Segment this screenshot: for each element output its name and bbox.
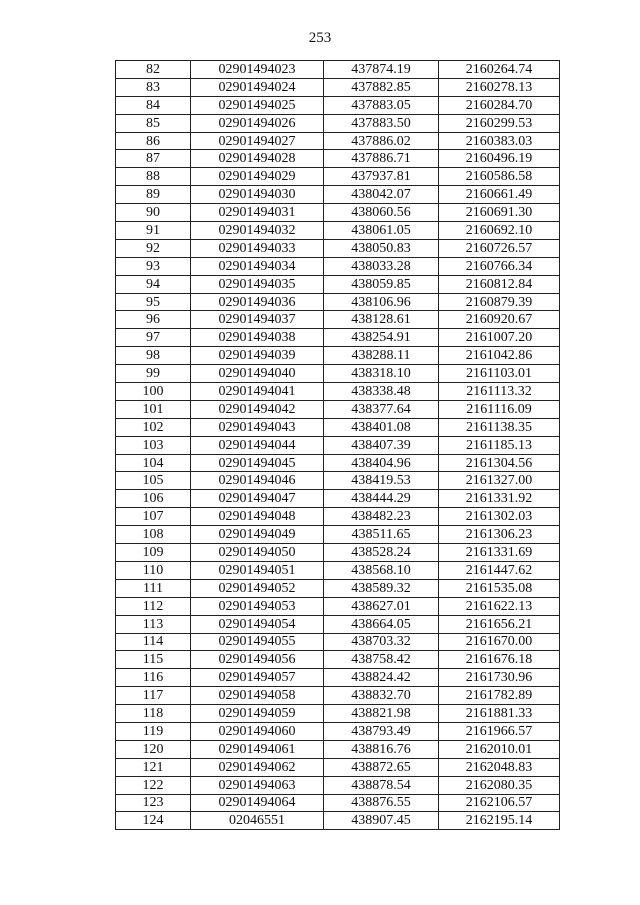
y-coordinate-cell: 2162195.14 <box>439 812 560 830</box>
point-number-cell: 120 <box>116 740 191 758</box>
y-coordinate-cell: 2161007.20 <box>439 329 560 347</box>
cadastral-code-cell: 02901494055 <box>191 633 324 651</box>
point-number-cell: 102 <box>116 418 191 436</box>
point-number-cell: 106 <box>116 490 191 508</box>
page-number: 253 <box>308 30 332 46</box>
x-coordinate-cell: 438907.45 <box>324 812 439 830</box>
x-coordinate-cell: 438419.53 <box>324 472 439 490</box>
y-coordinate-cell: 2162048.83 <box>439 758 560 776</box>
point-number-cell: 105 <box>116 472 191 490</box>
x-coordinate-cell: 438033.28 <box>324 257 439 275</box>
point-number-cell: 116 <box>116 669 191 687</box>
table-row <box>116 418 560 436</box>
y-coordinate-cell: 2161447.62 <box>439 561 560 579</box>
table-row <box>116 633 560 651</box>
y-coordinate-cell: 2160812.84 <box>439 275 560 293</box>
x-coordinate-cell: 438404.96 <box>324 454 439 472</box>
cadastral-code-cell: 02901494062 <box>191 758 324 776</box>
x-coordinate-cell: 438627.01 <box>324 597 439 615</box>
x-coordinate-cell: 438407.39 <box>324 436 439 454</box>
table-row <box>116 114 560 132</box>
table-row <box>116 669 560 687</box>
point-number-cell: 121 <box>116 758 191 776</box>
point-number-cell: 103 <box>116 436 191 454</box>
table-body <box>116 61 560 830</box>
table-row <box>116 365 560 383</box>
x-coordinate-cell: 437886.71 <box>324 150 439 168</box>
cadastral-code-cell: 02901494063 <box>191 776 324 794</box>
y-coordinate-cell: 2161676.18 <box>439 651 560 669</box>
cadastral-code-cell: 02901494056 <box>191 651 324 669</box>
cadastral-code-cell: 02901494034 <box>191 257 324 275</box>
y-coordinate-cell: 2161730.96 <box>439 669 560 687</box>
point-number-cell: 87 <box>116 150 191 168</box>
table-row <box>116 400 560 418</box>
cadastral-code-cell: 02901494033 <box>191 239 324 257</box>
y-coordinate-cell: 2160383.03 <box>439 132 560 150</box>
y-coordinate-cell: 2161327.00 <box>439 472 560 490</box>
x-coordinate-cell: 438128.61 <box>324 311 439 329</box>
point-number-cell: 83 <box>116 78 191 96</box>
y-coordinate-cell: 2161185.13 <box>439 436 560 454</box>
point-number-cell: 98 <box>116 347 191 365</box>
coordinates-table <box>115 60 560 830</box>
x-coordinate-cell: 438318.10 <box>324 365 439 383</box>
point-number-cell: 114 <box>116 633 191 651</box>
x-coordinate-cell: 438444.29 <box>324 490 439 508</box>
cadastral-code-cell: 02901494029 <box>191 168 324 186</box>
y-coordinate-cell: 2161116.09 <box>439 400 560 418</box>
table-row <box>116 776 560 794</box>
y-coordinate-cell: 2160879.39 <box>439 293 560 311</box>
cadastral-code-cell: 02901494027 <box>191 132 324 150</box>
table-row <box>116 436 560 454</box>
table-row <box>116 722 560 740</box>
table-row <box>116 150 560 168</box>
point-number-cell: 124 <box>116 812 191 830</box>
y-coordinate-cell: 2161138.35 <box>439 418 560 436</box>
y-coordinate-cell: 2162080.35 <box>439 776 560 794</box>
y-coordinate-cell: 2162106.57 <box>439 794 560 812</box>
cadastral-code-cell: 02901494049 <box>191 526 324 544</box>
point-number-cell: 95 <box>116 293 191 311</box>
point-number-cell: 99 <box>116 365 191 383</box>
table-row <box>116 526 560 544</box>
point-number-cell: 104 <box>116 454 191 472</box>
cadastral-code-cell: 02901494044 <box>191 436 324 454</box>
cadastral-code-cell: 02901494028 <box>191 150 324 168</box>
cadastral-code-cell: 02901494064 <box>191 794 324 812</box>
x-coordinate-cell: 438042.07 <box>324 186 439 204</box>
x-coordinate-cell: 438821.98 <box>324 705 439 723</box>
y-coordinate-cell: 2161966.57 <box>439 722 560 740</box>
x-coordinate-cell: 438106.96 <box>324 293 439 311</box>
point-number-cell: 96 <box>116 311 191 329</box>
cadastral-code-cell: 02046551 <box>191 812 324 830</box>
cadastral-code-cell: 02901494045 <box>191 454 324 472</box>
table-row <box>116 490 560 508</box>
table-row <box>116 740 560 758</box>
point-number-cell: 107 <box>116 508 191 526</box>
cadastral-code-cell: 02901494030 <box>191 186 324 204</box>
table-row <box>116 472 560 490</box>
table-row <box>116 61 560 79</box>
y-coordinate-cell: 2160284.70 <box>439 96 560 114</box>
x-coordinate-cell: 438254.91 <box>324 329 439 347</box>
x-coordinate-cell: 438816.76 <box>324 740 439 758</box>
y-coordinate-cell: 2161331.92 <box>439 490 560 508</box>
point-number-cell: 115 <box>116 651 191 669</box>
y-coordinate-cell: 2161782.89 <box>439 687 560 705</box>
x-coordinate-cell: 438059.85 <box>324 275 439 293</box>
point-number-cell: 90 <box>116 204 191 222</box>
table-row <box>116 293 560 311</box>
x-coordinate-cell: 437886.02 <box>324 132 439 150</box>
table-row <box>116 186 560 204</box>
y-coordinate-cell: 2161113.32 <box>439 383 560 401</box>
cadastral-code-cell: 02901494023 <box>191 61 324 79</box>
point-number-cell: 97 <box>116 329 191 347</box>
x-coordinate-cell: 438401.08 <box>324 418 439 436</box>
point-number-cell: 113 <box>116 615 191 633</box>
point-number-cell: 94 <box>116 275 191 293</box>
cadastral-code-cell: 02901494052 <box>191 579 324 597</box>
table-row <box>116 347 560 365</box>
cadastral-code-cell: 02901494059 <box>191 705 324 723</box>
table-row <box>116 579 560 597</box>
y-coordinate-cell: 2160299.53 <box>439 114 560 132</box>
table-row <box>116 204 560 222</box>
point-number-cell: 101 <box>116 400 191 418</box>
x-coordinate-cell: 438824.42 <box>324 669 439 687</box>
table-row <box>116 383 560 401</box>
y-coordinate-cell: 2161331.69 <box>439 544 560 562</box>
table-row <box>116 222 560 240</box>
x-coordinate-cell: 438288.11 <box>324 347 439 365</box>
y-coordinate-cell: 2161656.21 <box>439 615 560 633</box>
point-number-cell: 89 <box>116 186 191 204</box>
point-number-cell: 111 <box>116 579 191 597</box>
cadastral-code-cell: 02901494046 <box>191 472 324 490</box>
cadastral-code-cell: 02901494050 <box>191 544 324 562</box>
y-coordinate-cell: 2161103.01 <box>439 365 560 383</box>
x-coordinate-cell: 438872.65 <box>324 758 439 776</box>
table-row <box>116 597 560 615</box>
x-coordinate-cell: 438377.64 <box>324 400 439 418</box>
table-row <box>116 794 560 812</box>
table-row <box>116 311 560 329</box>
y-coordinate-cell: 2160661.49 <box>439 186 560 204</box>
x-coordinate-cell: 438482.23 <box>324 508 439 526</box>
x-coordinate-cell: 437874.19 <box>324 61 439 79</box>
x-coordinate-cell: 438793.49 <box>324 722 439 740</box>
point-number-cell: 122 <box>116 776 191 794</box>
cadastral-code-cell: 02901494042 <box>191 400 324 418</box>
point-number-cell: 93 <box>116 257 191 275</box>
point-number-cell: 112 <box>116 597 191 615</box>
x-coordinate-cell: 438664.05 <box>324 615 439 633</box>
y-coordinate-cell: 2160691.30 <box>439 204 560 222</box>
cadastral-code-cell: 02901494038 <box>191 329 324 347</box>
cadastral-code-cell: 02901494047 <box>191 490 324 508</box>
cadastral-code-cell: 02901494048 <box>191 508 324 526</box>
y-coordinate-cell: 2160692.10 <box>439 222 560 240</box>
y-coordinate-cell: 2161535.08 <box>439 579 560 597</box>
point-number-cell: 109 <box>116 544 191 562</box>
table-row <box>116 78 560 96</box>
cadastral-code-cell: 02901494040 <box>191 365 324 383</box>
cadastral-code-cell: 02901494035 <box>191 275 324 293</box>
cadastral-code-cell: 02901494024 <box>191 78 324 96</box>
point-number-cell: 118 <box>116 705 191 723</box>
cadastral-code-cell: 02901494057 <box>191 669 324 687</box>
y-coordinate-cell: 2161881.33 <box>439 705 560 723</box>
x-coordinate-cell: 438050.83 <box>324 239 439 257</box>
table-row <box>116 812 560 830</box>
table-row <box>116 544 560 562</box>
cadastral-code-cell: 02901494036 <box>191 293 324 311</box>
x-coordinate-cell: 437882.85 <box>324 78 439 96</box>
point-number-cell: 123 <box>116 794 191 812</box>
table-row <box>116 615 560 633</box>
cadastral-code-cell: 02901494058 <box>191 687 324 705</box>
table-row <box>116 96 560 114</box>
table-row <box>116 454 560 472</box>
y-coordinate-cell: 2161042.86 <box>439 347 560 365</box>
x-coordinate-cell: 438568.10 <box>324 561 439 579</box>
table-row <box>116 508 560 526</box>
x-coordinate-cell: 437937.81 <box>324 168 439 186</box>
table-row <box>116 705 560 723</box>
point-number-cell: 117 <box>116 687 191 705</box>
cadastral-code-cell: 02901494061 <box>191 740 324 758</box>
cadastral-code-cell: 02901494043 <box>191 418 324 436</box>
table-row <box>116 257 560 275</box>
x-coordinate-cell: 438528.24 <box>324 544 439 562</box>
cadastral-code-cell: 02901494041 <box>191 383 324 401</box>
table-row <box>116 239 560 257</box>
point-number-cell: 110 <box>116 561 191 579</box>
y-coordinate-cell: 2160586.58 <box>439 168 560 186</box>
point-number-cell: 100 <box>116 383 191 401</box>
x-coordinate-cell: 438061.05 <box>324 222 439 240</box>
table-row <box>116 687 560 705</box>
y-coordinate-cell: 2161304.56 <box>439 454 560 472</box>
cadastral-code-cell: 02901494031 <box>191 204 324 222</box>
point-number-cell: 91 <box>116 222 191 240</box>
x-coordinate-cell: 437883.50 <box>324 114 439 132</box>
y-coordinate-cell: 2162010.01 <box>439 740 560 758</box>
table-row <box>116 168 560 186</box>
point-number-cell: 86 <box>116 132 191 150</box>
x-coordinate-cell: 438878.54 <box>324 776 439 794</box>
cadastral-code-cell: 02901494053 <box>191 597 324 615</box>
cadastral-code-cell: 02901494039 <box>191 347 324 365</box>
table-row <box>116 758 560 776</box>
y-coordinate-cell: 2161622.13 <box>439 597 560 615</box>
point-number-cell: 119 <box>116 722 191 740</box>
x-coordinate-cell: 438703.32 <box>324 633 439 651</box>
y-coordinate-cell: 2161306.23 <box>439 526 560 544</box>
x-coordinate-cell: 438338.48 <box>324 383 439 401</box>
x-coordinate-cell: 438511.65 <box>324 526 439 544</box>
cadastral-code-cell: 02901494060 <box>191 722 324 740</box>
table-row <box>116 329 560 347</box>
cadastral-code-cell: 02901494037 <box>191 311 324 329</box>
y-coordinate-cell: 2160726.57 <box>439 239 560 257</box>
x-coordinate-cell: 438832.70 <box>324 687 439 705</box>
point-number-cell: 92 <box>116 239 191 257</box>
y-coordinate-cell: 2160766.34 <box>439 257 560 275</box>
x-coordinate-cell: 438876.55 <box>324 794 439 812</box>
y-coordinate-cell: 2160496.19 <box>439 150 560 168</box>
cadastral-code-cell: 02901494032 <box>191 222 324 240</box>
point-number-cell: 85 <box>116 114 191 132</box>
point-number-cell: 108 <box>116 526 191 544</box>
point-number-cell: 82 <box>116 61 191 79</box>
x-coordinate-cell: 438758.42 <box>324 651 439 669</box>
cadastral-code-cell: 02901494051 <box>191 561 324 579</box>
y-coordinate-cell: 2161670.00 <box>439 633 560 651</box>
table-row <box>116 651 560 669</box>
y-coordinate-cell: 2160920.67 <box>439 311 560 329</box>
y-coordinate-cell: 2160278.13 <box>439 78 560 96</box>
cadastral-code-cell: 02901494025 <box>191 96 324 114</box>
point-number-cell: 88 <box>116 168 191 186</box>
cadastral-code-cell: 02901494054 <box>191 615 324 633</box>
x-coordinate-cell: 437883.05 <box>324 96 439 114</box>
x-coordinate-cell: 438589.32 <box>324 579 439 597</box>
table-row <box>116 275 560 293</box>
table-row <box>116 561 560 579</box>
cadastral-code-cell: 02901494026 <box>191 114 324 132</box>
x-coordinate-cell: 438060.56 <box>324 204 439 222</box>
y-coordinate-cell: 2160264.74 <box>439 61 560 79</box>
point-number-cell: 84 <box>116 96 191 114</box>
y-coordinate-cell: 2161302.03 <box>439 508 560 526</box>
table-row <box>116 132 560 150</box>
